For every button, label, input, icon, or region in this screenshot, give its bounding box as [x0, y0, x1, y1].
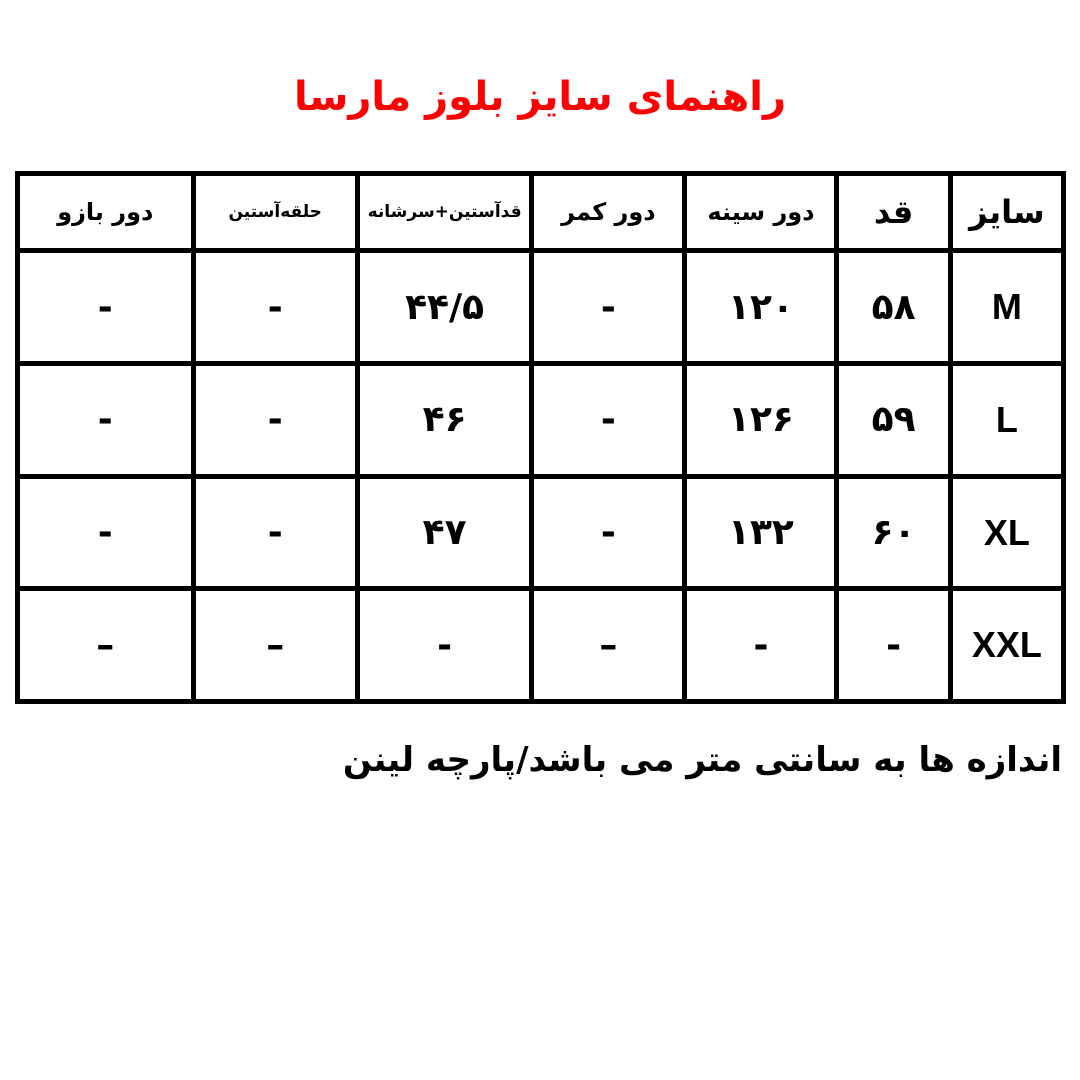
cell-chest: -	[685, 589, 837, 702]
cell-sleeve-shoulder: ۴۷	[357, 476, 532, 589]
cell-arm: -	[18, 364, 194, 477]
size-table	[15, 171, 1066, 704]
footer-note: اندازه ها به سانتی متر می باشد/پارچه لینن	[342, 740, 1062, 780]
cell-length: ۶۰	[837, 476, 950, 589]
table-row	[18, 251, 1064, 364]
cell-length: ۵۹	[837, 364, 950, 477]
cell-arm: -	[18, 476, 194, 589]
header-waist: دور کمر	[532, 174, 685, 251]
header-sleeve-shoulder: قدآستین+سرشانه	[357, 174, 532, 251]
header-size: سایز	[950, 174, 1063, 251]
cell-sleeve-shoulder: ۴۶	[357, 364, 532, 477]
cell-armhole: –	[193, 589, 357, 702]
cell-waist: –	[532, 589, 685, 702]
cell-waist: -	[532, 251, 685, 364]
table-row	[18, 589, 1064, 702]
cell-sleeve-shoulder: ۴۴/۵	[357, 251, 532, 364]
cell-sleeve-shoulder: -	[357, 589, 532, 702]
cell-size: XXL	[950, 589, 1063, 702]
page-title: راهنمای سایز بلوز مارسا	[294, 74, 786, 120]
header-armhole: حلقه‌آستین	[193, 174, 357, 251]
cell-armhole: -	[193, 476, 357, 589]
cell-arm: –	[18, 589, 194, 702]
cell-waist: -	[532, 476, 685, 589]
header-arm: دور بازو	[18, 174, 194, 251]
cell-waist: -	[532, 364, 685, 477]
table-header-row	[18, 174, 1064, 251]
cell-size: L	[950, 364, 1063, 477]
cell-arm: -	[18, 251, 194, 364]
cell-chest: ۱۳۲	[685, 476, 837, 589]
table-row	[18, 476, 1064, 589]
cell-length: ۵۸	[837, 251, 950, 364]
header-chest: دور سینه	[685, 174, 837, 251]
cell-armhole: -	[193, 364, 357, 477]
cell-size: M	[950, 251, 1063, 364]
cell-chest: ۱۲۶	[685, 364, 837, 477]
table-row	[18, 364, 1064, 477]
cell-length: -	[837, 589, 950, 702]
header-length: قد	[837, 174, 950, 251]
cell-armhole: -	[193, 251, 357, 364]
cell-chest: ۱۲۰	[685, 251, 837, 364]
cell-size: XL	[950, 476, 1063, 589]
